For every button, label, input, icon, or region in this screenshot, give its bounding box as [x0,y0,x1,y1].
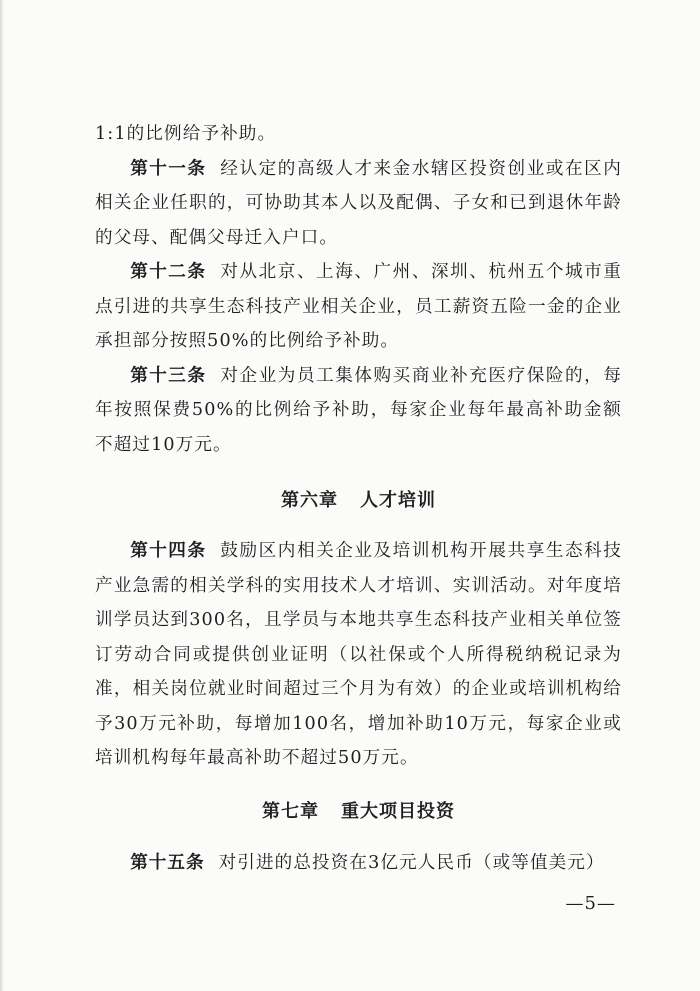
chapter-title: 人才培训 [360,490,436,511]
chapter-7-heading [95,797,622,823]
scan-edge-shadow [0,0,4,991]
article-14 [95,534,622,776]
chapter-number: 第六章 [281,490,338,511]
article-text: 经认定的高级人才来金水辖区投资创业或在区内相关企业任职的，可协助其本人以及配偶、子女和已到退休年龄的父母、配偶父母迁入户口。 [95,158,622,248]
article-label: 第十四条 [130,541,207,561]
article-label: 第十一条 [130,158,207,179]
article-text: 对引进的总投资在3亿元人民币（或等值美元） [218,853,605,873]
article-text: 对从北京、上海、广州、深圳、杭州五个城市重点引进的共享生态科技产业相关企业，员工薪资五险一金的企业承担部分按照50%的比例给予补助。 [95,262,622,351]
body-text-middle [95,534,622,776]
chapter-title: 重大项目投资 [341,801,455,822]
article-13 [95,359,622,463]
article-label: 第十二条 [130,262,207,282]
article-text: 鼓励区内相关企业及培训机构开展共享生态科技产业急需的相关学科的实用技术人才培训、实训活动。对年度培训学员达到300名，且学员与本地共享生态科技产业相关单位签订劳动合同或提供创业证明（以社保或个人所得税纳税记录为准，相关岗位就业时间超过三个月为有效）的企业或培训机构给予30万元补助，每增加100名，增加补助10万元，每家企业或培训机构每年最高补助不超过50万元。 [95,541,622,768]
chapter-number: 第七章 [262,801,319,822]
article-11 [95,152,622,256]
chapter-6-heading [95,486,622,512]
article-12 [95,255,622,359]
article-text: 对企业为员工集体购买商业补充医疗保险的，每年按照保费50%的比例给予补助，每家企业每年最高补助金额不超过10万元。 [95,365,622,455]
page-number: —5— [565,893,616,914]
body-text-lower [95,846,622,881]
article-label: 第十五条 [130,853,205,873]
body-text-upper [95,117,622,462]
continuation-paragraph: 1:1的比例给予补助。 [95,124,277,144]
article-label: 第十三条 [130,365,207,386]
article-15 [95,846,622,881]
